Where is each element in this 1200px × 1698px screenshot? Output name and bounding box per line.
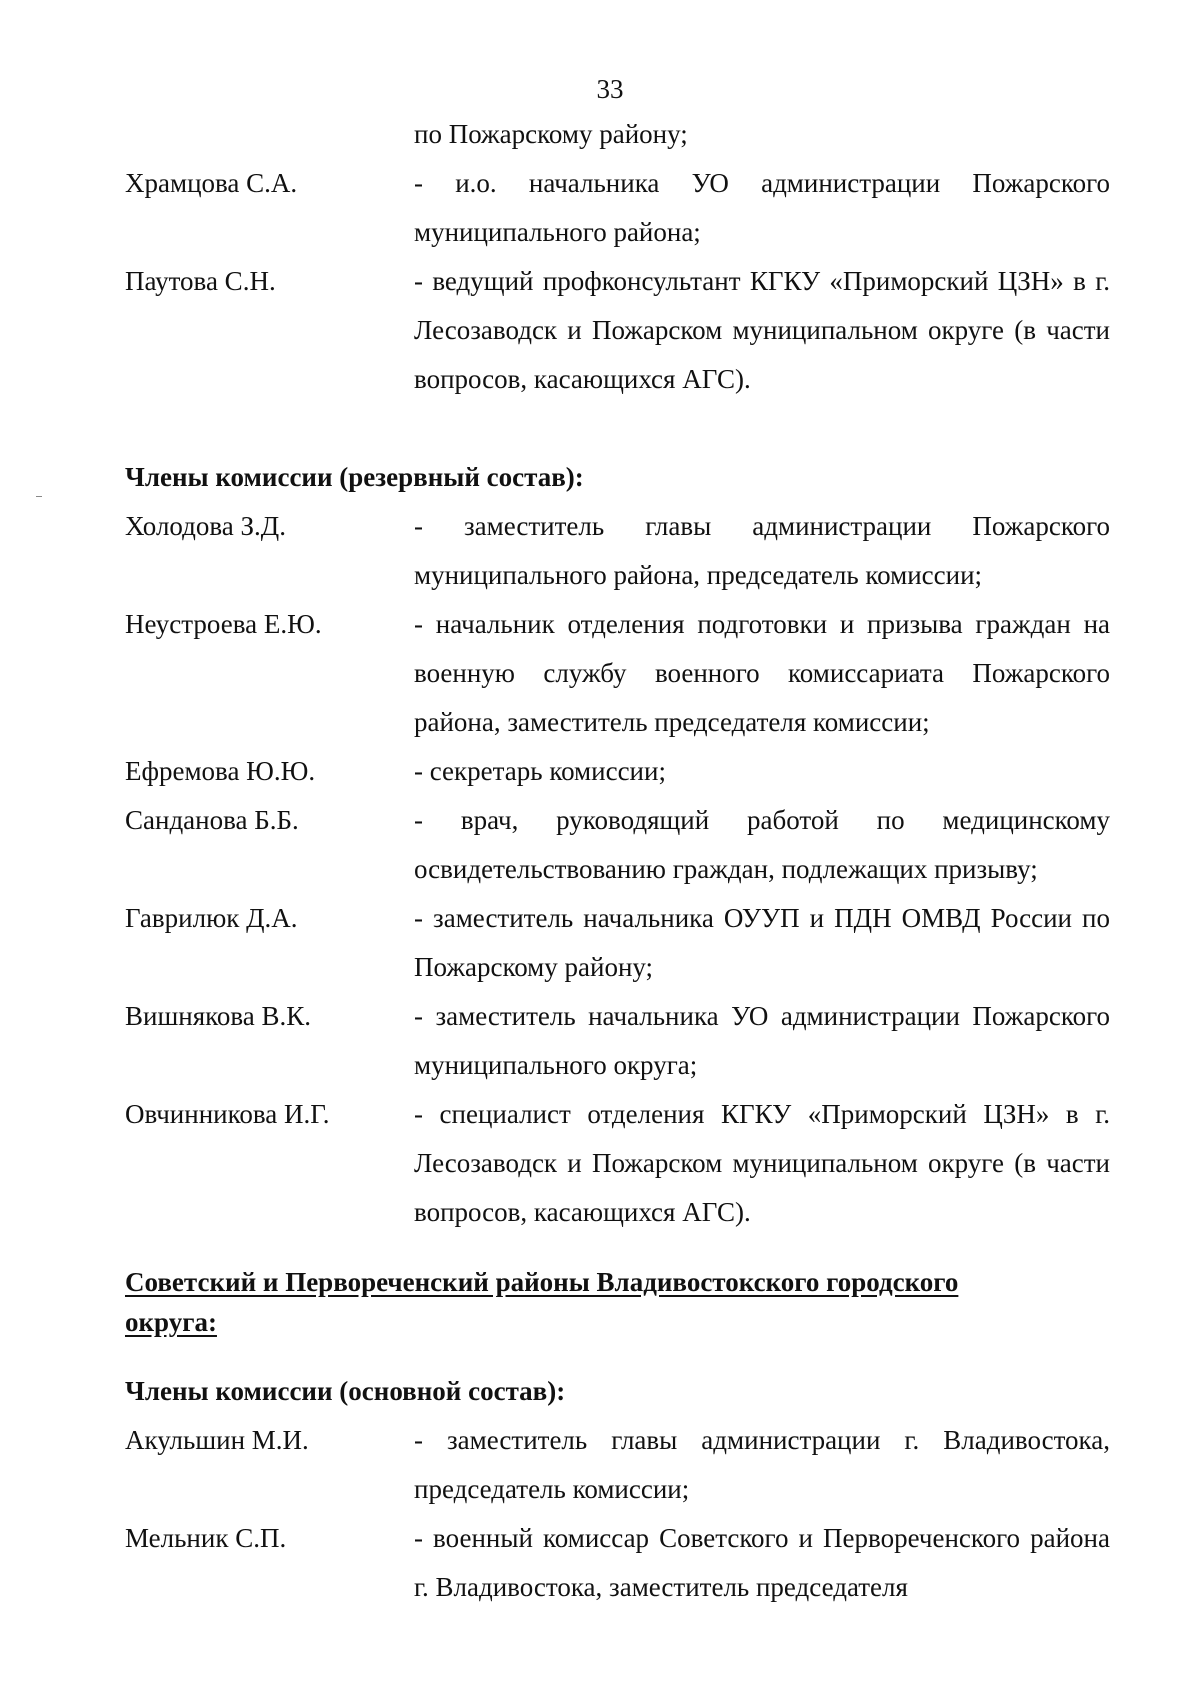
- member-row: [125, 796, 1110, 894]
- district-heading: Советский и Первореченский районы Владивостокского городского округа:: [125, 1267, 959, 1337]
- spacer: [125, 1237, 1110, 1262]
- member-row: [125, 159, 1110, 257]
- member-role: - заместитель начальника ОУУП и ПДН ОМВД России по Пожарскому району;: [414, 903, 1110, 982]
- member-role: - ведущий профконсультант КГКУ «Приморский ЦЗН» в г. Лесозаводск и Пожарском муниципальном округе (в части вопросов, касающихся АГС).: [414, 266, 1110, 394]
- member-row: [125, 1090, 1110, 1237]
- member-row: [125, 257, 1110, 404]
- spacer: [125, 1342, 1110, 1367]
- member-role: - заместитель главы администрации Пожарского муниципального района, председатель комиссии;: [414, 511, 1110, 590]
- member-row: [125, 1416, 1110, 1514]
- member-name: Овчинникова И.Г.: [125, 1099, 330, 1129]
- member-row: [125, 600, 1110, 747]
- member-row: [125, 992, 1110, 1090]
- member-name: Мельник С.П.: [125, 1523, 287, 1553]
- member-name: Холодова З.Д.: [125, 511, 286, 541]
- member-name: Санданова Б.Б.: [125, 805, 299, 835]
- spacer: [125, 404, 1110, 453]
- member-name: Паутова С.Н.: [125, 266, 276, 296]
- member-role: - и.о. начальника УО администрации Пожарского муниципального района;: [414, 168, 1110, 247]
- member-role: - начальник отделения подготовки и призыва граждан на военную службу военного комиссариата Пожарского района, заместитель председателя комиссии;: [414, 609, 1110, 737]
- member-role: - специалист отделения КГКУ «Приморский ЦЗН» в г. Лесозаводск и Пожарском муниципальном округе (в части вопросов, касающихся АГС).: [414, 1099, 1110, 1227]
- member-role: - врач, руководящий работой по медицинскому освидетельствованию граждан, подлежащих призыву;: [414, 805, 1110, 884]
- member-row: [125, 894, 1110, 992]
- member-name: Храмцова С.А.: [125, 168, 298, 198]
- member-name: Ефремова Ю.Ю.: [125, 756, 316, 786]
- member-role: - заместитель главы администрации г. Владивостока, председатель комиссии;: [414, 1425, 1110, 1504]
- member-role: - заместитель начальника УО администрации Пожарского муниципального округа;: [414, 1001, 1110, 1080]
- member-row: [125, 747, 1110, 796]
- continuation-text: по Пожарскому району;: [414, 119, 688, 149]
- section-heading-main: Члены комиссии (основной состав):: [125, 1376, 566, 1406]
- member-row: [125, 1514, 1110, 1612]
- member-name: Гаврилюк Д.А.: [125, 903, 298, 933]
- document-body: [125, 110, 1110, 1612]
- member-name: Акульшин М.И.: [125, 1425, 309, 1455]
- member-role: - секретарь комиссии;: [414, 756, 666, 786]
- section-heading-reserve: Члены комиссии (резервный состав):: [125, 462, 584, 492]
- member-row: [125, 502, 1110, 600]
- scan-artifact: [36, 496, 42, 497]
- page-number: 33: [596, 74, 624, 104]
- member-name: Вишнякова В.К.: [125, 1001, 312, 1031]
- member-role: - военный комиссар Советского и Первореченского района г. Владивостока, заместитель председателя: [414, 1523, 1110, 1602]
- member-name: Неустроева Е.Ю.: [125, 609, 322, 639]
